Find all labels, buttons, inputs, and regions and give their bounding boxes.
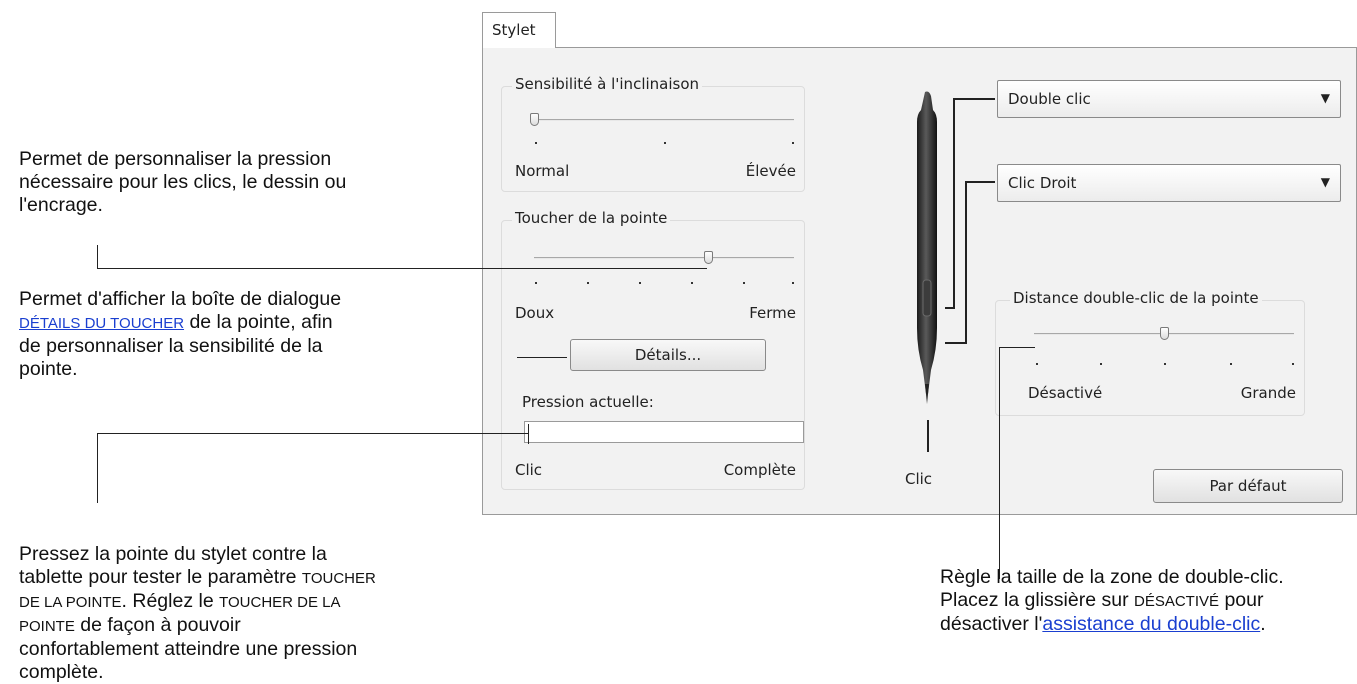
connector-line [953, 98, 995, 100]
upper-button-value: Double clic [1008, 90, 1091, 108]
pressure-callout [19, 543, 379, 684]
pressure-callout-part: de façon à pouvoir confortablement atteindre une pression complète. [19, 614, 358, 683]
distance-callout [940, 566, 1300, 636]
pressure-callout-part: Pressez la pointe du stylet contre la tablette pour tester le paramètre [19, 543, 327, 588]
details-callout [19, 288, 359, 381]
chevron-down-icon: ▼ [1320, 91, 1330, 105]
callout-leader-line [517, 357, 567, 358]
tip-feel-tick [535, 282, 537, 284]
tip-feel-callout-text: Permet de personnaliser la pression nécessaire pour les clics, le dessin ou l'encrage. [19, 148, 347, 216]
distance-callout-part: . [1260, 613, 1266, 635]
callout-leader-line [97, 433, 98, 503]
chevron-down-icon: ▼ [1320, 175, 1330, 189]
tip-feel-slider-track[interactable] [534, 257, 794, 259]
upper-button-select[interactable] [997, 80, 1341, 118]
connector-line [945, 307, 955, 309]
pressure-callout-part: . Réglez le [121, 590, 214, 612]
double-click-distance-tick [1292, 363, 1294, 365]
double-click-distance-max-label: Grande [1240, 384, 1296, 402]
default-button[interactable] [1153, 469, 1343, 503]
distance-callout-smallcaps: DÉSACTIVÉ [1134, 593, 1220, 610]
tab-stylet[interactable] [482, 12, 556, 48]
pressure-callout-smallcaps: TOUCHER DE LA POINTE [19, 570, 376, 611]
pen-tip-label: Clic [905, 470, 933, 488]
tilt-tick [792, 142, 794, 144]
details-button[interactable] [570, 339, 766, 371]
tab-label: Stylet [492, 21, 536, 39]
tilt-slider-thumb[interactable] [530, 113, 539, 126]
connector-line [965, 181, 995, 183]
double-click-distance-tick [1230, 363, 1232, 365]
tilt-sensitivity-title: Sensibilité à l'inclinaison [512, 75, 702, 93]
tilt-min-label: Normal [515, 162, 570, 180]
current-pressure-label: Pression actuelle: [522, 393, 654, 411]
current-pressure-max-label: Complète [723, 461, 796, 479]
details-callout-suffix: de la pointe, afin de personnaliser la sensibilité de la pointe. [19, 311, 333, 380]
callout-leader-line [97, 245, 98, 269]
current-pressure-min-label: Clic [515, 461, 543, 479]
callout-leader-line [97, 268, 707, 269]
tilt-sensitivity-group [501, 75, 805, 192]
tip-feel-max-label: Ferme [749, 304, 796, 322]
distance-callout-part: Règle la taille de la zone de double-clic. Placez la glissière sur [940, 566, 1284, 611]
tip-feel-tick [743, 282, 745, 284]
double-click-distance-tick [1036, 363, 1038, 365]
distance-callout-link[interactable]: assistance du double-clic [1042, 613, 1261, 635]
callout-leader-line [97, 433, 529, 434]
default-button-label: Par défaut [1209, 477, 1287, 495]
pen-icon [897, 88, 957, 418]
tilt-slider-track[interactable] [534, 119, 794, 121]
tilt-tick [664, 142, 666, 144]
lower-button-value: Clic Droit [1008, 174, 1077, 192]
double-click-distance-title: Distance double-clic de la pointe [1010, 289, 1262, 307]
connector-line [965, 181, 967, 343]
lower-button-select[interactable] [997, 164, 1341, 202]
callout-leader-line [999, 347, 1000, 579]
callout-leader-line [528, 424, 529, 444]
tip-feel-group [501, 209, 805, 490]
details-callout-prefix: Permet d'afficher la boîte de dialogue [19, 288, 342, 310]
distance-callout-part: pour désactiver l' [940, 589, 1264, 635]
tip-feel-callout [19, 148, 349, 217]
double-click-distance-slider-thumb[interactable] [1160, 327, 1169, 340]
tip-feel-min-label: Doux [515, 304, 555, 322]
connector-line [945, 342, 967, 344]
double-click-distance-tick [1164, 363, 1166, 365]
details-button-label: Détails... [634, 346, 702, 364]
double-click-distance-tick [1100, 363, 1102, 365]
pressure-callout-smallcaps: TOUCHER DE LA POINTE [19, 594, 340, 635]
tip-feel-title: Toucher de la pointe [512, 209, 670, 227]
tip-feel-tick [792, 282, 794, 284]
details-callout-link[interactable]: DÉTAILS DU TOUCHER [19, 315, 185, 332]
tip-feel-tick [639, 282, 641, 284]
double-click-distance-min-label: Désactivé [1028, 384, 1103, 402]
tip-feel-tick [691, 282, 693, 284]
current-pressure-meter [524, 421, 804, 443]
tip-feel-tick [587, 282, 589, 284]
connector-line [927, 420, 929, 452]
tilt-tick [535, 142, 537, 144]
tip-feel-slider-thumb[interactable] [704, 251, 713, 264]
connector-line [953, 98, 955, 308]
tilt-max-label: Élevée [745, 162, 796, 180]
double-click-distance-group [995, 289, 1305, 416]
stylet-panel [482, 47, 1357, 515]
callout-leader-line [999, 347, 1035, 348]
